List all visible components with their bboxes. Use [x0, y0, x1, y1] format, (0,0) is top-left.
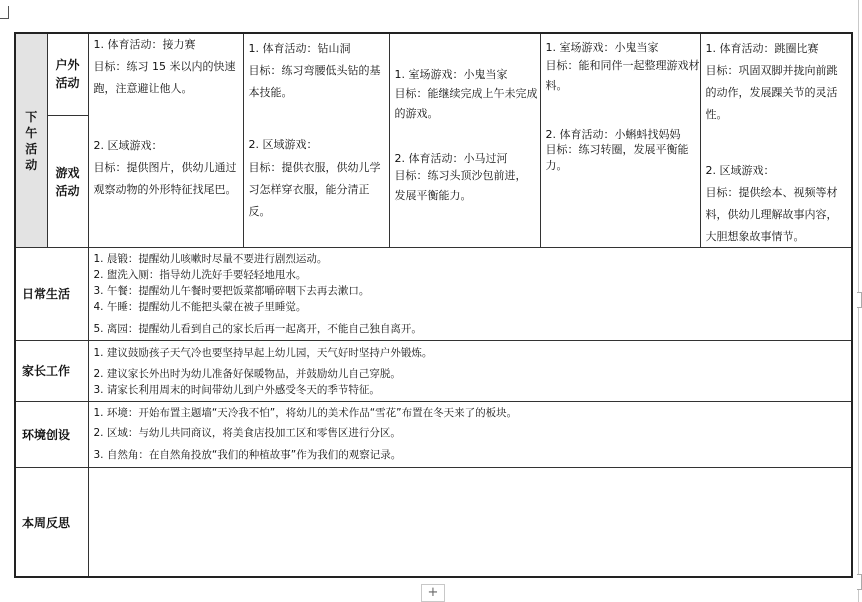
- game-activity-label: 游戏活动: [47, 115, 88, 247]
- day4-game-goal: 目标：练习转圈，发展平衡能力。: [545, 143, 689, 172]
- day2-game-goal: 目标：提供衣服，供幼儿学习怎样穿衣服，能分清正反。: [248, 161, 381, 218]
- scroll-tick: [857, 292, 862, 308]
- day3-game-goal: 目标：练习头顶沙包前进，发展平衡能力。: [394, 169, 527, 202]
- parent-work-item: 3. 请家长利用周末的时间带幼儿到户外感受冬天的季节特征。: [93, 383, 380, 396]
- day1-outdoor-goal: 目标：练习 15 米以内的快速跑，注意避让他人。: [93, 60, 236, 95]
- environment-item: 1. 环境：开始布置主题墙“天冷我不怕”，将幼儿的美术作品“雪花”布置在冬天来了的板块。: [93, 406, 518, 419]
- day1-game-goal: 目标：提供图片，供幼儿通过观察动物的外形特征找尾巴。: [93, 161, 237, 196]
- day5-afternoon-cell: [700, 33, 852, 248]
- day5-outdoor-title: 1. 体育活动：跳圈比赛: [705, 42, 819, 55]
- reflection-label: 本周反思: [15, 468, 88, 577]
- day2-outdoor-title: 1. 体育活动：钻山洞: [248, 42, 351, 55]
- day2-game-title: 2. 区域游戏：: [248, 138, 318, 151]
- parent-work-label: 家长工作: [15, 340, 88, 401]
- day3-outdoor-goal: 目标：能继续完成上午未完成的游戏。: [394, 87, 538, 120]
- daily-life-label: 日常生活: [15, 248, 88, 340]
- day4-game-title: 2. 体育活动：小蝌蚪找妈妈: [545, 128, 681, 141]
- day4-outdoor-title: 1. 室场游戏：小鬼当家: [545, 41, 659, 54]
- parent-work-content: [88, 340, 852, 401]
- day1-afternoon-cell: [88, 33, 243, 248]
- day3-game-title: 2. 体育活动：小马过河: [394, 152, 508, 165]
- add-row-button[interactable]: +: [421, 584, 445, 602]
- weekly-plan-table: [14, 32, 853, 578]
- day5-outdoor-goal: 目标：巩固双脚并拢向前跳的动作，发展踝关节的灵活性。: [705, 64, 838, 121]
- daily-life-item: 4. 午睡：提醒幼儿不能把头蒙在被子里睡觉。: [93, 301, 307, 314]
- daily-life-item: 5. 离园：提醒幼儿看到自己的家长后再一起离开，不能自己独自离开。: [93, 323, 422, 336]
- environment-label: 环境创设: [15, 401, 88, 467]
- environment-item: 3. 自然角：在自然角投放“我们的种植故事”作为我们的观察记录。: [93, 448, 402, 461]
- day4-outdoor-goal: 目标：能和同伴一起整理游戏材料。: [545, 59, 700, 92]
- parent-work-item: 2. 建议家长外出时为幼儿准备好保暖物品，并鼓励幼儿自己穿脱。: [93, 367, 401, 380]
- day3-afternoon-cell: [389, 33, 540, 248]
- scroll-tick: [857, 574, 862, 590]
- parent-work-item: 1. 建议鼓励孩子天气冷也要坚持早起上幼儿园，天气好时坚持户外锻炼。: [93, 346, 433, 359]
- day1-game-title: 2. 区域游戏：: [93, 139, 163, 152]
- daily-life-item: 3. 午餐：提醒幼儿午餐时要把饭菜都嚼碎咽下去再去漱口。: [93, 285, 370, 298]
- day1-outdoor-title: 1. 体育活动：接力赛: [93, 38, 196, 51]
- day2-afternoon-cell: [243, 33, 389, 248]
- reflection-content[interactable]: [88, 468, 852, 577]
- day4-afternoon-cell: [540, 33, 700, 248]
- day5-game-goal: 目标：提供绘本、视频等材料，供幼儿理解故事内容，大胆想象故事情节。: [705, 186, 838, 243]
- outdoor-activity-label: 户外活动: [47, 33, 88, 115]
- day3-outdoor-title: 1. 室场游戏：小鬼当家: [394, 68, 508, 81]
- day2-outdoor-goal: 目标：练习弯腰低头钻的基本技能。: [248, 64, 381, 99]
- daily-life-item: 1. 晨锻：提醒幼儿咳嗽时尽量不要进行剧烈运动。: [93, 253, 328, 266]
- daily-life-content: [88, 248, 852, 340]
- environment-content: [88, 401, 852, 467]
- page-corner-mark: [0, 6, 9, 19]
- environment-item: 2. 区域：与幼儿共同商议，将美食店投加工区和零售区进行分区。: [93, 426, 401, 439]
- daily-life-item: 2. 盥洗入厕：指导幼儿洗好手要轻轻地甩水。: [93, 269, 307, 282]
- afternoon-label: 下 午 活 动: [15, 33, 47, 248]
- day5-game-title: 2. 区域游戏：: [705, 164, 775, 177]
